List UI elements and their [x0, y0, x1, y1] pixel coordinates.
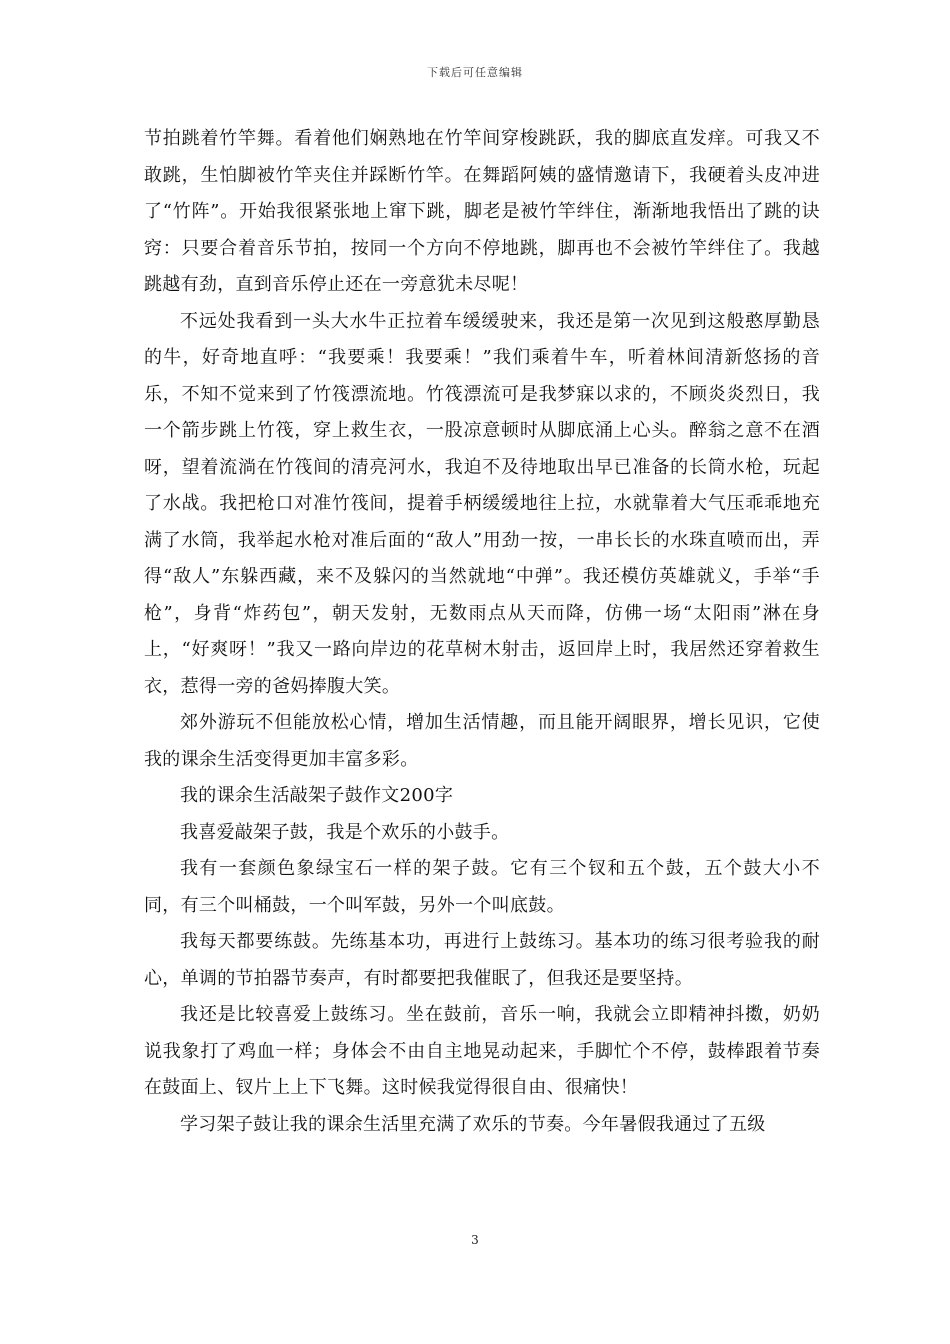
paragraph-5: 我有一套颜色象绿宝石一样的架子鼓。它有三个钗和五个鼓，五个鼓大小不同，有三个叫桶鼓，一个叫军鼓，另外一个叫底鼓。	[144, 858, 820, 916]
page-number: 3	[471, 1233, 479, 1247]
paragraph-7: 我还是比较喜爱上鼓练习。坐在鼓前，音乐一响，我就会立即精神抖擞，奶奶说我象打了鸡血一样；身体会不由自主地晃动起来，手脚忙个不停，鼓棒跟着节奏在鼓面上、钗片上上下飞舞。这时候我觉得很自由、很痛快！	[144, 1004, 820, 1098]
essay-title: 我的课余生活敲架子鼓作文200字	[180, 785, 454, 806]
paragraph-3: 郊外游玩不但能放松心情，增加生活情趣，而且能开阔眼界，增长见识，它使我的课余生活变得更加丰富多彩。	[144, 712, 820, 770]
paragraph-1: 节拍跳着竹竿舞。看着他们娴熟地在竹竿间穿梭跳跃，我的脚底直发痒。可我又不敢跳，生怕脚被竹竿夹住并踩断竹竿。在舞蹈阿姨的盛情邀请下，我硬着头皮冲进了“竹阵”。开始我很紧张地上窜下跳，脚老是被竹竿绊住，渐渐地我悟出了跳的诀窍：只要合着音乐节拍，按同一个方向不停地跳，脚再也不会被竹竿绊住了。我越跳越有劲，直到音乐停止还在一旁意犹未尽呢！	[144, 128, 820, 295]
paragraph-2: 不远处我看到一头大水牛正拉着车缓缓驶来，我还是第一次见到这般憨厚勤恳的牛，好奇地直呼：“我要乘！我要乘！”我们乘着牛车，听着林间清新悠扬的音乐，不知不觉来到了竹筏漂流地。竹筏漂流可是我梦寐以求的，不顾炎炎烈日，我一个箭步跳上竹筏，穿上救生衣，一股凉意顿时从脚底涌上心头。醉翁之意不在酒呀，望着流淌在竹筏间的清亮河水，我迫不及待地取出早已准备的长筒水枪，玩起了水战。我把枪口对准竹筏间，提着手柄缓缓地往上拉，水就靠着大气压乖乖地充满了水筒，我举起水枪对准后面的“敌人”用劲一按，一串长长的水珠直喷而出，弄得“敌人”东躲西藏，来不及躲闪的当然就地“中弹”。我还模仿英雄就义，手举“手枪”，身背“炸药包”，朝天发射，无数雨点从天而降，仿佛一场“太阳雨”淋在身上，“好爽呀！”我又一路向岸边的花草树木射击，返回岸上时，我居然还穿着救生衣，惹得一旁的爸妈捧腹大笑。	[144, 310, 820, 697]
paragraph-4: 我喜爱敲架子鼓，我是个欢乐的小鼓手。	[180, 821, 510, 843]
page-header: 下载后可任意编辑	[427, 66, 523, 79]
document-body	[144, 121, 820, 1143]
paragraph-6: 我每天都要练鼓。先练基本功，再进行上鼓练习。基本功的练习很考验我的耐心，单调的节拍器节奏声，有时都要把我催眠了，但我还是要坚持。	[144, 931, 820, 989]
paragraph-8: 学习架子鼓让我的课余生活里充满了欢乐的节奏。今年暑假我通过了五级	[180, 1113, 766, 1135]
